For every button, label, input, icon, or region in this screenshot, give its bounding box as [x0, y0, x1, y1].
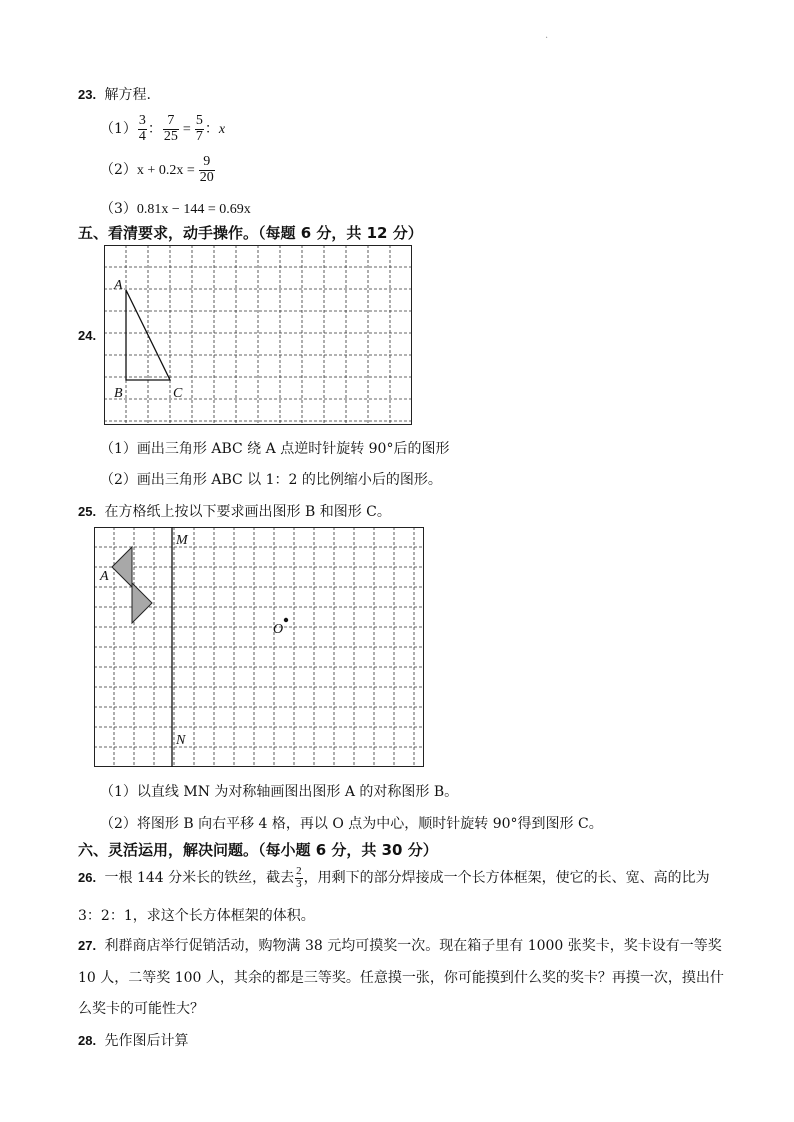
question-23: [78, 84, 151, 104]
section-6-title: 六、灵活运用，解决问题。（每小题 6 分，共 30 分）: [78, 841, 438, 859]
equation-lhs: x + 0.2x =: [136, 163, 195, 179]
label-c: C: [173, 386, 183, 401]
question-text-a: 一根 144 分米长的铁丝，截去: [104, 870, 295, 887]
dashed-grid: [104, 245, 412, 425]
q25-sub-2: （2）将图形 B 向右平移 4 格，再以 O 点为中心，顺时针旋转 90°得到图形 C。: [100, 816, 603, 832]
equation-1: [100, 114, 225, 144]
question-text: 利群商店举行促销活动，购物满 38 元均可摸奖一次。现在箱子里有 1000 张奖卡，奖卡设有一等奖: [104, 938, 722, 954]
label-a: A: [114, 278, 123, 293]
question-25: [78, 501, 391, 521]
question-number: 24.: [78, 328, 97, 343]
fraction: $\frac{2}{3}$: [296, 865, 302, 890]
shape-a-lower: [132, 583, 152, 623]
label-b: B: [114, 386, 123, 401]
variable: x: [218, 122, 226, 138]
shape-a-upper: [112, 547, 132, 587]
part-label: （1）: [100, 121, 137, 138]
q27-line-3: 么奖卡的可能性大？: [78, 1001, 204, 1017]
question-title: 解方程.: [104, 87, 151, 103]
fraction: $\frac{9}{20}$: [199, 154, 214, 185]
section-5-title: 五、看清要求，动手操作。（每题 6 分，共 12 分）: [78, 224, 423, 242]
label-o: O: [273, 622, 284, 637]
q27-line-2: 10 人，二等奖 100 人，其余的都是三等奖。任意摸一张，你可能摸到什么奖的奖卡？再摸一次，摸出什: [78, 970, 724, 986]
fraction: $\frac{3}{4}$: [138, 113, 146, 144]
q25-sub-1: （1）以直线 MN 为对称轴画图出图形 A 的对称图形 B。: [100, 784, 459, 800]
question-number: 23.: [78, 87, 97, 102]
dashed-grid: [94, 527, 424, 767]
part-label: （3）: [100, 201, 137, 217]
question-text: 先作图后计算: [104, 1033, 189, 1049]
header-mark: .: [545, 30, 549, 41]
fraction: $\frac{7}{25}$: [163, 113, 178, 144]
question-text: 在方格纸上按以下要求画出图形 B 和图形 C。: [104, 504, 391, 520]
fraction: $\frac{5}{7}$: [195, 113, 203, 144]
equation-3: [100, 198, 251, 218]
equation-2: [100, 155, 216, 185]
point-o: [284, 618, 288, 622]
question-28: [78, 1030, 189, 1050]
question-number: 27.: [78, 938, 97, 953]
grid-figure-25: [94, 527, 424, 767]
question-number: 26.: [78, 870, 97, 886]
label-a: A: [100, 569, 109, 584]
grid-figure-24: [104, 245, 412, 425]
q26-line-2: 3：2：1，求这个长方体框架的体积。: [78, 908, 315, 924]
label-n: N: [176, 733, 186, 748]
question-26: [78, 866, 710, 890]
question-text-b: ，用剩下的部分焊接成一个长方体框架，使它的长、宽、高的比为: [303, 870, 710, 887]
ratio-sign: ：: [204, 121, 219, 138]
question-27: [78, 935, 722, 955]
label-m: M: [176, 533, 188, 548]
equation-expr: 0.81x − 144 = 0.69x: [136, 202, 251, 217]
question-number: 28.: [78, 1033, 97, 1048]
question-number: 25.: [78, 504, 97, 519]
part-label: （2）: [100, 162, 137, 179]
equals-sign: =: [182, 122, 191, 138]
q24-sub-1: （1）画出三角形 ABC 绕 A 点逆时针旋转 90°后的图形: [100, 441, 450, 457]
ratio-sign: ：: [147, 121, 162, 138]
q24-sub-2: （2）画出三角形 ABC 以 1：2 的比例缩小后的图形。: [100, 472, 442, 488]
